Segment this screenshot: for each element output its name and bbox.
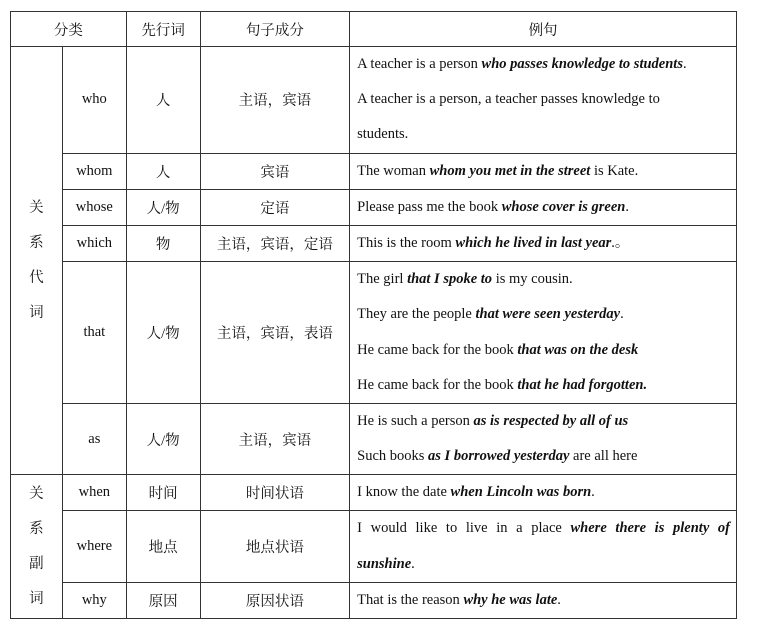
word-cell: which <box>62 225 126 261</box>
antecedent-cell: 人/物 <box>126 262 200 404</box>
word-cell: when <box>62 475 126 511</box>
word-cell: where <box>62 511 126 582</box>
relative-words-table <box>10 11 737 619</box>
category-cell <box>11 475 63 619</box>
example-cell <box>350 225 737 261</box>
table-row <box>11 225 737 261</box>
category-label: 关 系 代 词 <box>29 199 44 321</box>
components-cell: 主语，宾语，表语 <box>200 262 350 404</box>
table-row <box>11 189 737 225</box>
table-row <box>11 47 737 154</box>
antecedent-cell: 地点 <box>126 511 200 582</box>
example-cell <box>350 511 737 582</box>
table-row <box>11 582 737 618</box>
antecedent-cell: 人/物 <box>126 189 200 225</box>
word-cell: whose <box>62 189 126 225</box>
word-cell: that <box>62 262 126 404</box>
example-line: Such books as I borrowed yesterday are all here <box>357 448 638 465</box>
example-line: He is such a person as is respected by all of us <box>357 412 629 429</box>
antecedent-cell: 原因 <box>126 582 200 618</box>
example-cell <box>350 153 737 189</box>
table-row <box>11 403 737 474</box>
example-line: They are the people that were seen yesterday. <box>357 306 624 323</box>
header-components: 句子成分 <box>200 12 350 47</box>
word-cell: who <box>62 47 126 154</box>
word-cell: as <box>62 403 126 474</box>
table-row <box>11 475 737 511</box>
components-cell: 原因状语 <box>200 582 350 618</box>
antecedent-cell: 时间 <box>126 475 200 511</box>
example-line: He came back for the book that was on the desk <box>357 341 639 358</box>
category-label: 关 系 副 词 <box>29 485 44 607</box>
example-cell <box>350 475 737 511</box>
example-line: The girl that I spoke to is my cousin. <box>357 271 573 288</box>
example-line: A teacher is a person who passes knowledge to students. <box>357 56 687 72</box>
components-cell: 主语，宾语 <box>200 403 350 474</box>
table-row <box>11 511 737 582</box>
header-antecedent: 先行词 <box>126 12 200 47</box>
example-line: The woman whom you met in the street is Kate. <box>357 162 639 179</box>
components-cell: 主语，宾语 <box>200 47 350 154</box>
header-category: 分类 <box>11 12 127 47</box>
example-line: That is the reason why he was late. <box>357 591 561 608</box>
example-line: I would like to live in a place where there is plenty of <box>357 520 730 537</box>
antecedent-cell: 人 <box>126 47 200 154</box>
example-line: sunshine. <box>357 555 415 572</box>
table-row <box>11 262 737 404</box>
antecedent-cell: 物 <box>126 225 200 261</box>
header-examples: 例句 <box>350 12 737 47</box>
word-cell: whom <box>62 153 126 189</box>
example-line: He came back for the book that he had forgotten. <box>357 376 648 393</box>
example-line: This is the room which he lived in last year.。 <box>357 234 630 251</box>
example-cell <box>350 582 737 618</box>
word-cell: why <box>62 582 126 618</box>
example-line: students. <box>357 126 409 143</box>
components-cell: 定语 <box>200 189 350 225</box>
example-cell <box>350 189 737 225</box>
example-line: Please pass me the book whose cover is green. <box>357 198 629 215</box>
example-cell <box>350 262 737 404</box>
category-cell <box>11 47 63 475</box>
components-cell: 宾语 <box>200 153 350 189</box>
components-cell: 时间状语 <box>200 475 350 511</box>
antecedent-cell: 人/物 <box>126 403 200 474</box>
example-line: A teacher is a person, a teacher passes knowledge to <box>357 91 660 108</box>
example-cell <box>350 403 737 474</box>
table-row <box>11 153 737 189</box>
header-row <box>11 12 737 47</box>
example-cell <box>350 47 737 154</box>
antecedent-cell: 人 <box>126 153 200 189</box>
components-cell: 主语，宾语，定语 <box>200 225 350 261</box>
components-cell: 地点状语 <box>200 511 350 582</box>
example-line: I know the date when Lincoln was born. <box>357 484 595 501</box>
